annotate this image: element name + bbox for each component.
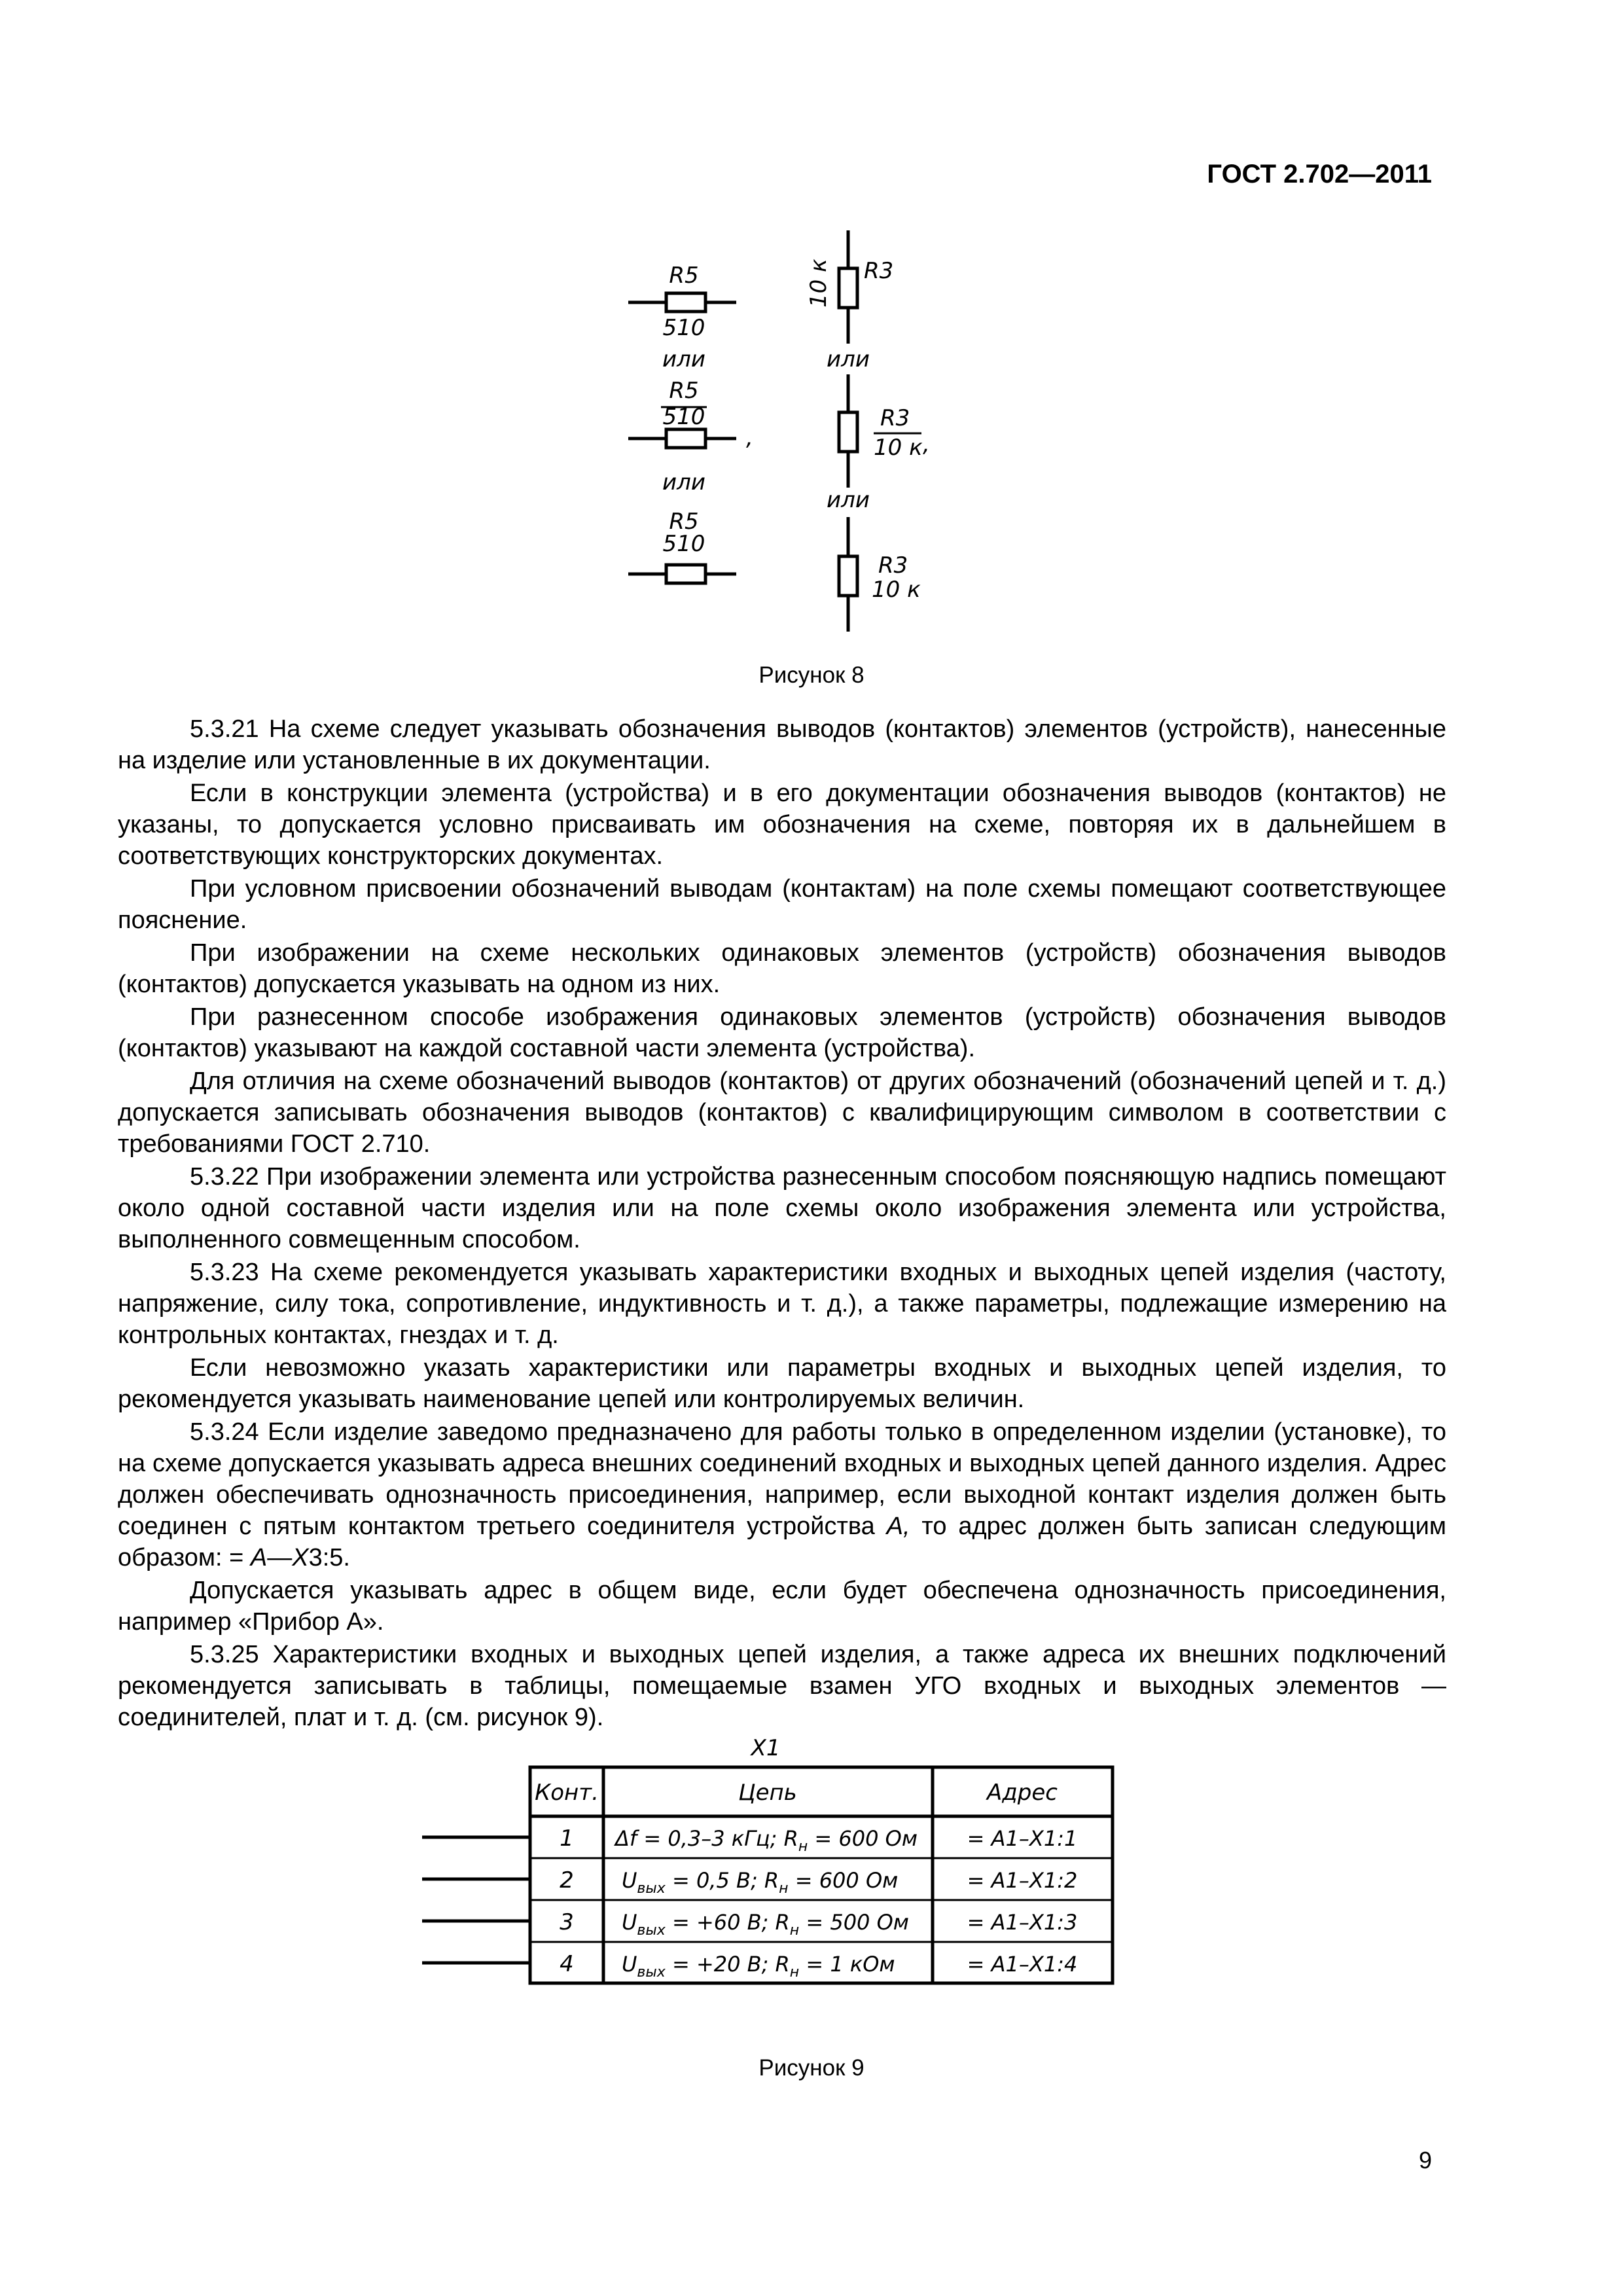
paragraph: 5.3.25 Характеристики входных и выходных цепей изделия, а также адреса их внешних подключений рекомендуется записывать в таблицы, помещаемые взамен УГО входных и выходных элементов — соединителей, плат и т. д. (см. рисунок 9). [118, 1641, 1446, 1731]
column-header: Конт. [535, 1780, 599, 1806]
paragraph: Допускается указывать адрес в общем виде, если будет обеспечена однозначность присоединения, например «Прибор А». [118, 1577, 1446, 1636]
paragraph: При изображении на схеме нескольких одинаковых элементов (устройств) обозначения выводов (контактов) допускается указывать на одном из них. [118, 939, 1446, 998]
paragraph [118, 1416, 1446, 1573]
or-label: или [827, 487, 870, 513]
horizontal-resistor-3 [628, 565, 736, 583]
body-text [118, 713, 1446, 1733]
paragraph: При условном присвоении обозначений выводам (контактам) на поле схемы помещают соответствующее пояснение. [118, 875, 1446, 934]
figure-9-caption: Рисунок 9 [758, 2055, 865, 2081]
r3-label-1: R3 [864, 258, 894, 284]
column-header: Цепь [738, 1780, 797, 1806]
circuit-cell: $U_{вых} = +20$ В; $R_н = 1$ кОм [622, 1952, 895, 1981]
vertical-resistor-1 [839, 230, 857, 344]
paragraph: 5.3.23 На схеме рекомендуется указывать характеристики входных и выходных цепей изделия (частоту, напряжение, силу тока, сопротивление, индуктивность и т. д.), а также параметры, подлежащие измерению на контрольных контактах, гнездах и т. д. [118, 1259, 1446, 1349]
paragraph-text: то адрес должен быть записан следующим образом: = [118, 1513, 1446, 1571]
comma: , [746, 425, 753, 451]
device-ref: А, [886, 1513, 910, 1540]
table-row [560, 1825, 1077, 1855]
r5-label-1: R5 [669, 262, 699, 289]
table-title: X1 [751, 1735, 781, 1761]
address-cell: = A1–X1:1 [967, 1826, 1078, 1851]
r5-value-2: 510 [662, 404, 705, 430]
contact-number: 2 [560, 1867, 574, 1893]
r3-value-3: 10 к [872, 577, 921, 603]
paragraph: 5.3.22 При изображении элемента или устройства разнесенным способом поясняющую надпись помещают около одной составной части изделия или на поле схемы около изображения элемента или устройства, выполненного совмещенным способом. [118, 1163, 1446, 1253]
or-label: или [662, 469, 705, 495]
r3-value-2: 10 к [874, 435, 923, 461]
circuit-cell: Δf = 0,3–3 кГц; $R_н = 600$ Ом [615, 1826, 918, 1855]
address-part: А [250, 1544, 268, 1571]
contact-number: 3 [560, 1909, 574, 1935]
column-header: Адрес [987, 1780, 1058, 1806]
document-header: ГОСТ 2.702—2011 [1207, 160, 1432, 188]
table-row [560, 1867, 1077, 1897]
horizontal-resistor-1 [628, 293, 736, 312]
address-end: 3:5. [308, 1544, 350, 1571]
paragraph: Для отличия на схеме обозначений выводов (контактов) от других обозначений (обозначений цепей и т. д.) допускается записывать обозначения выводов (контактов) с квалифицирующим символом в соответствии с требованиями ГОСТ 2.710. [118, 1067, 1446, 1158]
r5-value-3: 510 [662, 531, 705, 557]
circuit-cell: $U_{вых} = 0,5$ В; $R_н = 600$ Ом [622, 1868, 899, 1897]
address-cell: = A1–X1:2 [967, 1868, 1078, 1893]
r5-label-2: R5 [669, 378, 699, 404]
r3-value-1: 10 к [806, 259, 832, 308]
paragraph: Если в конструкции элемента (устройства) и в его документации обозначения выводов (контактов) не указаны, то допускается условно присваивать им обозначения на схеме, повторяя их в дальнейшем в соответствующих конструкторских документах. [118, 780, 1446, 870]
figure-8-resistor-designations [0, 0, 1623, 655]
page-number: 9 [1418, 2147, 1432, 2174]
table-row [560, 1909, 1077, 1939]
or-label: или [662, 346, 705, 372]
or-label: или [827, 346, 870, 372]
figure-8-caption: Рисунок 8 [758, 662, 865, 688]
r5-value-1: 510 [662, 315, 705, 341]
r5-label-3: R5 [669, 509, 699, 535]
paragraph: При разнесенном способе изображения одинаковых элементов (устройств) обозначения выводов (контактов) указывают на каждой составной части элемента (устройства). [118, 1003, 1446, 1062]
figure-9-connector-table [0, 1728, 1623, 2042]
address-cell: = A1–X1:4 [967, 1952, 1078, 1977]
comma: , [923, 431, 930, 457]
address-part: Х [292, 1544, 309, 1571]
address-dash: — [267, 1544, 293, 1571]
address-cell: = A1–X1:3 [967, 1910, 1078, 1935]
table-row [560, 1951, 1077, 1981]
paragraph: Если невозможно указать характеристики или параметры входных и выходных цепей изделия, то рекомендуется указывать наименование цепей или контролируемых величин. [118, 1354, 1446, 1413]
vertical-resistor-3 [839, 517, 857, 632]
paragraph: 5.3.21 На схеме следует указывать обозначения выводов (контактов) элементов (устройств), нанесенные на изделие или установленные в их документации. [118, 715, 1446, 774]
contact-number: 4 [560, 1951, 574, 1977]
paragraph-text: 5.3.24 Если изделие заведомо предназначено для работы только в определенном изделии (установке), то на схеме допускается указывать адреса внешних соединений входных и выходных цепей данного изделия. Адрес должен обеспечивать однозначность присоединения, например, если выходной контакт изделия должен быть соединен с пятым контактом третьего соединителя устройства [118, 1418, 1446, 1540]
contact-number: 1 [560, 1825, 574, 1852]
circuit-cell: $U_{вых} = +60$ В; $R_н = 500$ Ом [622, 1910, 909, 1939]
r3-label-2: R3 [880, 405, 910, 431]
r3-label-3: R3 [878, 552, 908, 579]
